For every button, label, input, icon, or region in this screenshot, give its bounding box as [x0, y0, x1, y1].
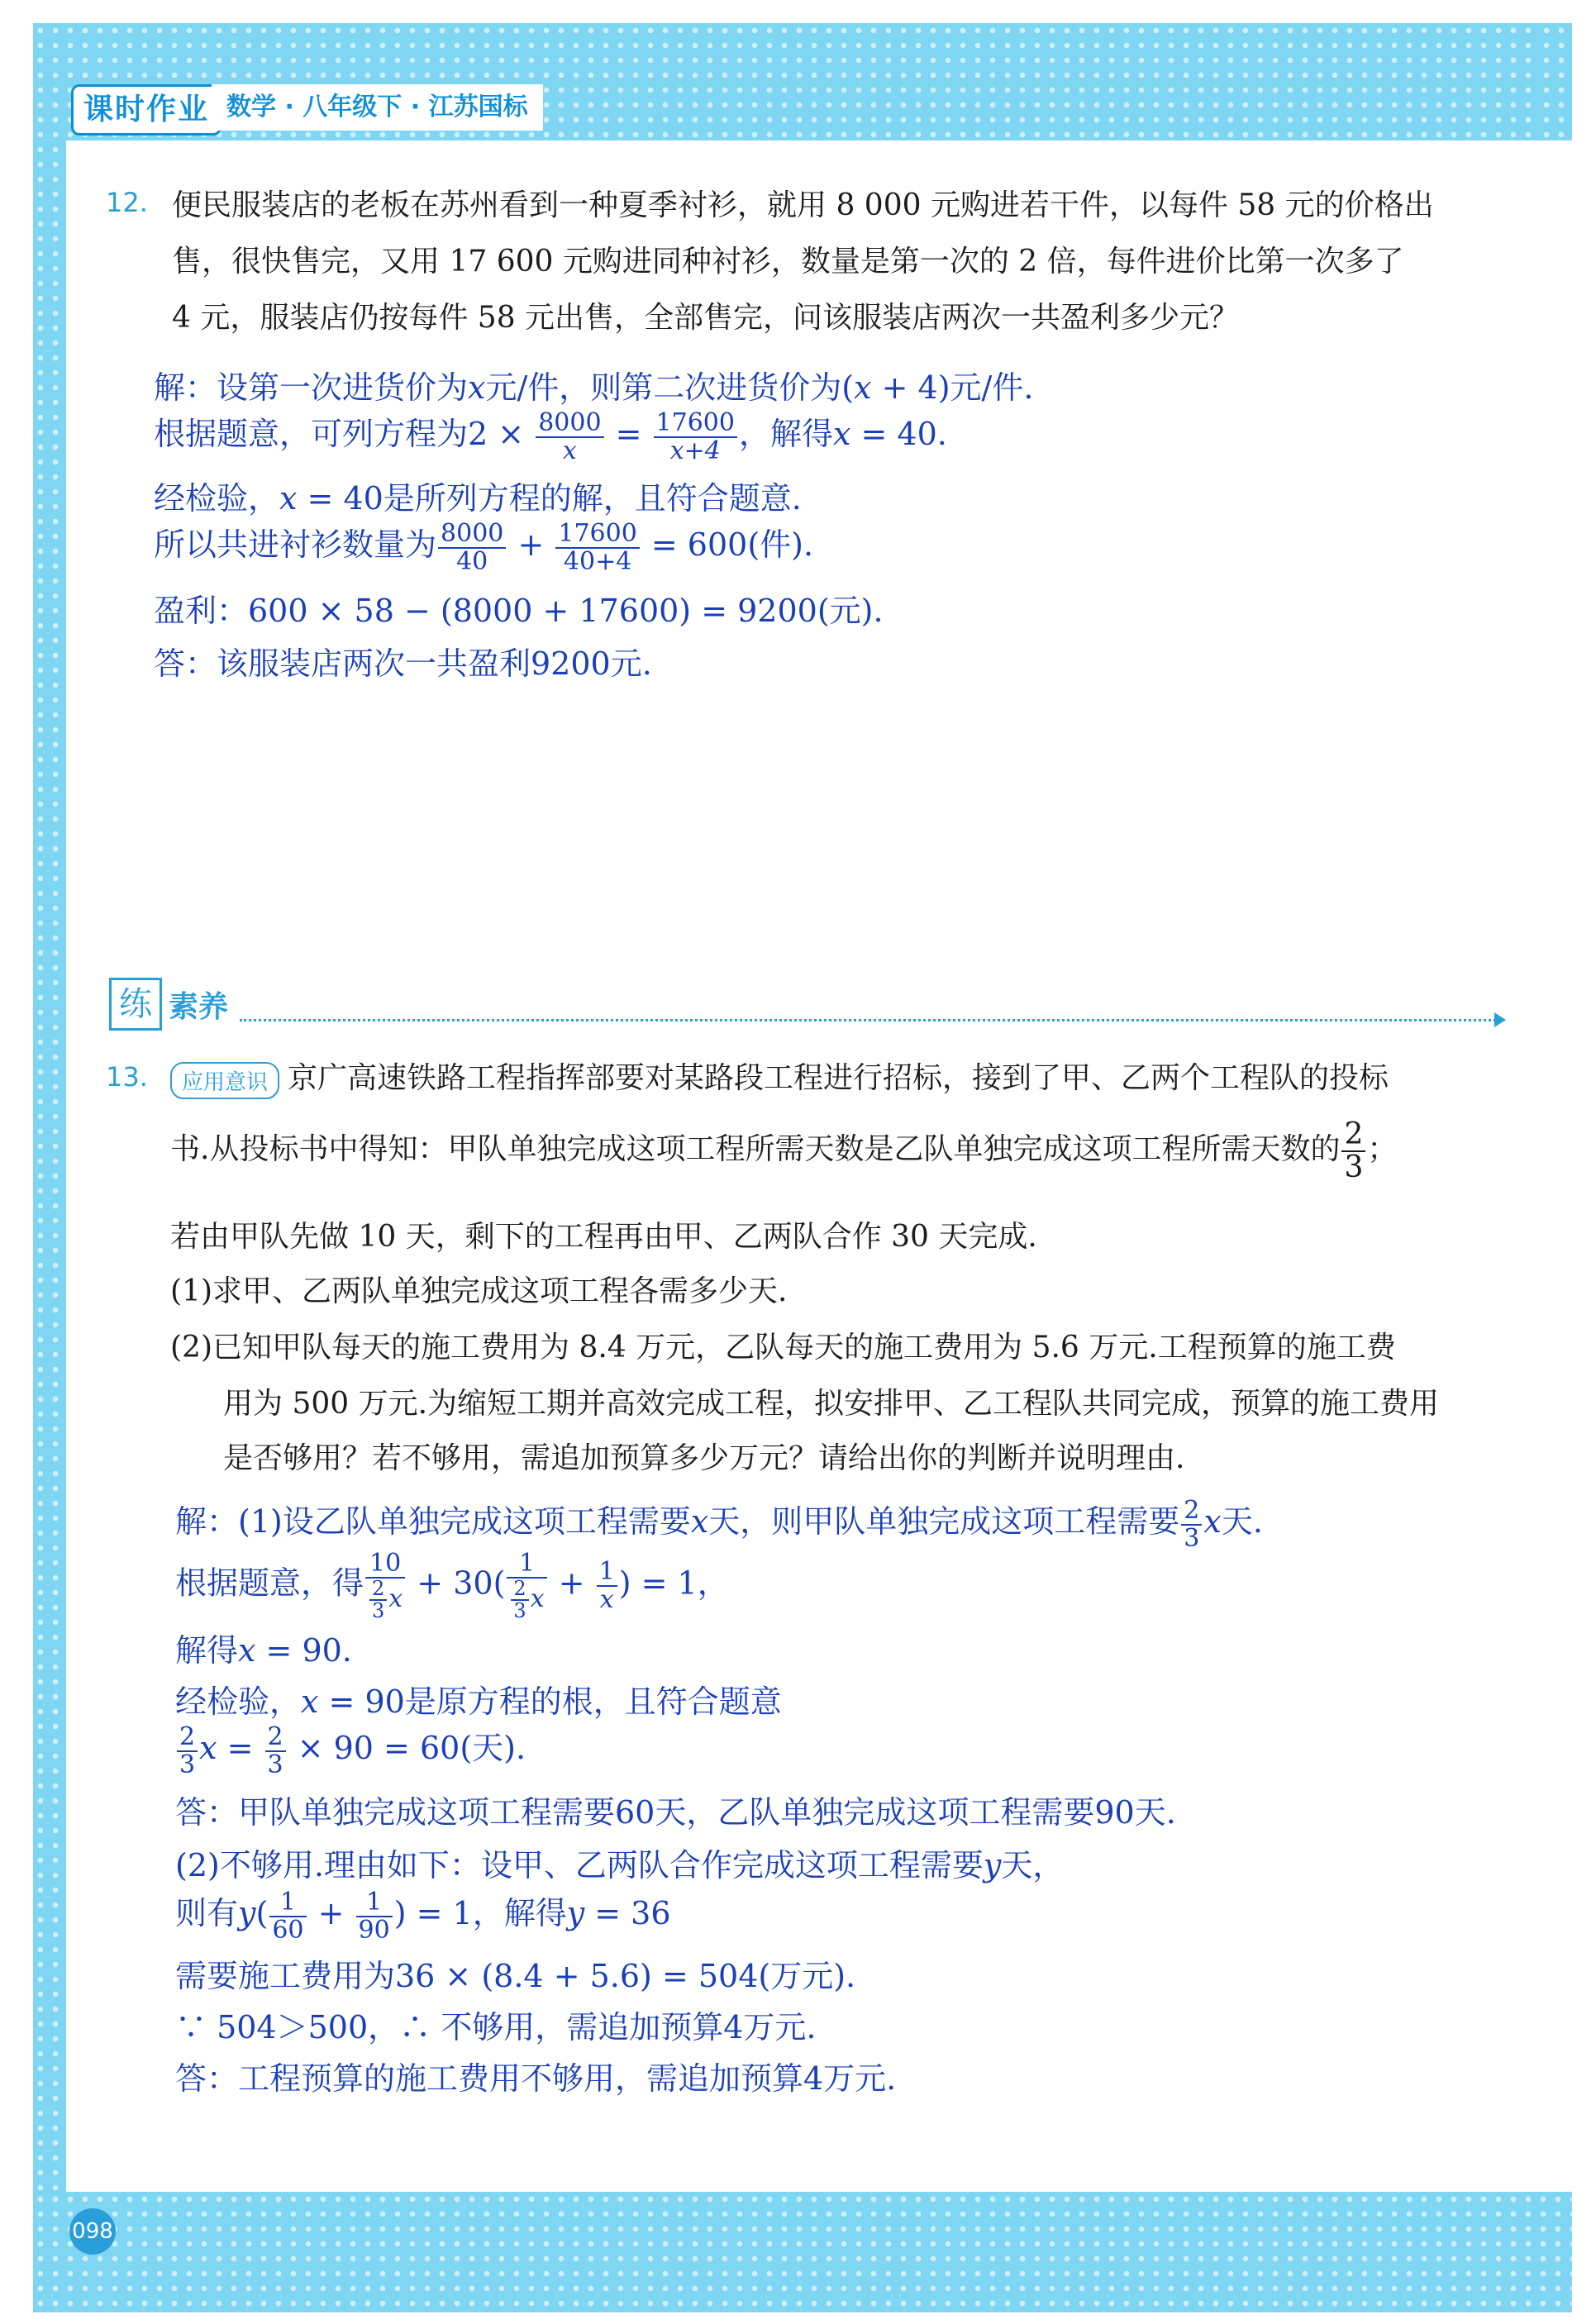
fraction: 1 $\frac{2}{3}$ x — [507, 1550, 546, 1622]
footer-dot-band — [33, 2192, 1572, 2312]
question-13-line: 若由甲队先做 10 天，剩下的工程再由甲、乙两队合作 30 天完成. — [170, 1220, 1037, 1254]
fraction: 10 $\frac{2}{3}$ x — [365, 1550, 405, 1622]
question-12-number: 12. — [106, 187, 148, 218]
q13-solution-line-4: 经检验，x = 90是原方程的根，且符合题意 — [175, 1683, 782, 1720]
section-title: 素养 — [169, 989, 229, 1024]
skill-tag: 应用意识 — [170, 1062, 279, 1099]
q12-solution-line-2: 根据题意，可列方程为2 × $\frac{8000}{x}$ = $\frac{17600}{x+4}$ ，解得x = 40. — [154, 408, 947, 465]
fraction: $\frac{1}{90}$ — [356, 1889, 393, 1943]
section-divider — [240, 1019, 1496, 1022]
fraction: $\frac{8000}{x}$ — [536, 410, 603, 464]
question-13-part-1: (1)求甲、乙两队单独完成这项工程各需多少天. — [170, 1274, 788, 1308]
book-logo: 课时作业 — [71, 84, 222, 136]
q13-solution-line-5: $\frac{2}{3}$ x = $\frac{2}{3}$ × 90 = 60(天). — [175, 1722, 526, 1778]
page-number: 098 — [69, 2208, 116, 2255]
fraction: $\frac{17600}{x+4}$ — [654, 410, 737, 464]
q13-solution-line-11: 答：工程预算的施工费用不够用，需追加预算4万元. — [175, 2060, 897, 2097]
fraction: $\frac{2}{3}$ — [177, 1724, 198, 1778]
book-subtitle: 数学 · 八年级下 · 江苏国标 — [212, 84, 543, 131]
question-13-line: 用为 500 万元.为缩短工期并高效完成工程，拟安排甲、乙工程队共同完成，预算的施工费用 — [223, 1387, 1440, 1421]
question-13-line: 是否够用？若不够用，需追加预算多少万元？请给出你的判断并说明理由. — [223, 1441, 1185, 1475]
question-12-line: 4 元，服装店仍按每件 58 元出售，全部售完，问该服装店两次一共盈利多少元？ — [172, 301, 1240, 335]
q13-solution-line-7: (2)不够用.理由如下：设甲、乙两队合作完成这项工程需要y天， — [175, 1847, 1065, 1883]
fraction: $\frac{2}{3}$ — [265, 1724, 286, 1778]
q12-solution-line-1: 解：设第一次进货价为x元/件，则第二次进货价为(x + 4)元/件. — [154, 369, 1034, 406]
q13-solution-line-3: 解得x = 90. — [175, 1632, 352, 1669]
question-13-part-2: (2)已知甲队每天的施工费用为 8.4 万元，乙队每天的施工费用为 5.6 万元.工程预算的施工费 — [170, 1331, 1396, 1364]
q13-solution-line-8: 则有y( $\frac{1}{60}$ + $\frac{1}{90}$ ) = 1，解得y = 36 — [175, 1888, 671, 1945]
q12-solution-line-3: 经检验，x = 40是所列方程的解，且符合题意. — [154, 480, 802, 517]
right-dot-band — [1539, 23, 1572, 140]
question-13-line: 应用意识 京广高速铁路工程指挥部要对某路段工程进行招标，接到了甲、乙两个工程队的投标 — [170, 1055, 1389, 1099]
q13-solution-line-10: ∵ 504＞500，∴ 不够用，需追加预算4万元. — [175, 2009, 817, 2045]
fraction: $\frac{8000}{40}$ — [438, 521, 506, 574]
fraction: $\frac{1}{x}$ — [597, 1559, 617, 1612]
question-12-line: 售，很快售完，又用 17 600 元购进同种衬衫，数量是第一次的 2 倍，每件进价比第一次多了 — [172, 245, 1404, 279]
practice-icon: 练 — [109, 978, 162, 1031]
q13-solution-line-9: 需要施工费用为36 × (8.4 + 5.6) = 504(万元). — [175, 1958, 856, 1994]
q13-solution-line-1: 解：(1)设乙队单独完成这项工程需要x天，则甲队单独完成这项工程需要 $\frac{2}{3}$ x天. — [175, 1496, 1263, 1553]
fraction: $\frac{1}{60}$ — [269, 1889, 306, 1943]
q12-solution-line-6: 答：该服装店两次一共盈利9200元. — [154, 645, 652, 682]
fraction: $\frac{2}{3}$ — [1181, 1498, 1202, 1551]
question-13-line: 书.从投标书中得知：甲队单独完成这项工程所需天数是乙队单独完成这项工程所需天数的 $\frac{2}{3}$ ； — [170, 1117, 1398, 1184]
fraction: $\frac{2}{3}$ — [1341, 1119, 1365, 1183]
q12-solution-line-5: 盈利：600 × 58 − (8000 + 17600) = 9200(元). — [154, 593, 884, 629]
fraction: $\frac{17600}{40+4}$ — [555, 521, 639, 574]
arrow-right-icon — [1494, 1012, 1506, 1027]
q12-solution-line-4: 所以共进衬衫数量为 $\frac{8000}{40}$ + $\frac{17600}{40+4}$ = 600(件). — [154, 519, 814, 576]
left-dot-band — [33, 23, 66, 2312]
question-12-line: 便民服装店的老板在苏州看到一种夏季衬衫，就用 8 000 元购进若干件，以每件 58 元的价格出 — [172, 188, 1434, 222]
q13-solution-line-2: 根据题意，得 10 $\frac{2}{3}$ x + 30( 1 $\frac{2}{3}$ x + $\frac{1}{x}$ ) = 1， — [175, 1549, 729, 1622]
question-13-number: 13. — [106, 1061, 148, 1093]
q13-solution-line-6: 答：甲队单独完成这项工程需要60天，乙队单独完成这项工程需要90天. — [175, 1794, 1176, 1831]
